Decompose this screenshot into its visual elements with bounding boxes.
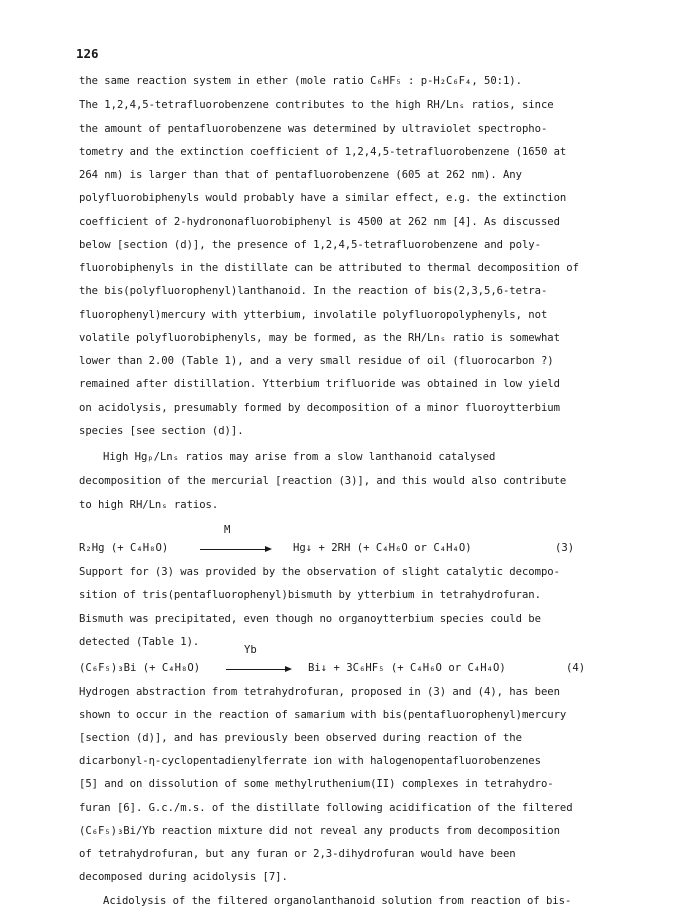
text-line: shown to occur in the reaction of samarium with bis(pentafluorophenyl)mercury (79, 709, 567, 721)
text-line: fluorophenyl)mercury with ytterbium, involatile polyfluoropolyphenyls, not (79, 309, 548, 321)
text-line: 264 nm) is larger than that of pentafluorobenzene (605 at 262 nm). Any (79, 169, 522, 181)
text-line: remained after distillation. Ytterbium trifluoride was obtained in low yield (79, 378, 560, 390)
text-line: High Hgₚ/Lnₛ ratios may arise from a slow lanthanoid catalysed (103, 451, 496, 463)
equation-products: Bi↓ + 3C₆HF₅ (+ C₄H₆O or C₄H₄O) (308, 662, 506, 674)
equation-products: Hg↓ + 2RH (+ C₄H₆O or C₄H₄O) (293, 542, 472, 554)
text-line: fluorobiphenyls in the distillate can be attributed to thermal decomposition of (79, 262, 579, 274)
reaction-arrow (200, 549, 270, 550)
text-line: [section (d)], and has previously been observed during reaction of the (79, 732, 522, 744)
text-line: Acidolysis of the filtered organolanthanoid solution from reaction of bis- (103, 895, 572, 907)
equation-catalyst: M (224, 524, 231, 536)
text-line: the same reaction system in ether (mole ratio C₆HF₅ : p-H₂C₆F₄, 50:1). (79, 75, 522, 87)
text-line: dicarbonyl-η-cyclopentadienylferrate ion with halogenopentafluorobenzenes (79, 755, 541, 767)
text-line: The 1,2,4,5-tetrafluorobenzene contributes to the high RH/Lnₛ ratios, since (79, 99, 554, 111)
text-line: volatile polyfluorobiphenyls, may be formed, as the RH/Lnₛ ratio is somewhat (79, 332, 560, 344)
text-line: below [section (d)], the presence of 1,2,4,5-tetrafluorobenzene and poly- (79, 239, 541, 251)
text-line: furan [6]. G.c./m.s. of the distillate following acidification of the filtered (79, 802, 573, 814)
text-line: decomposition of the mercurial [reaction (3)], and this would also contribute (79, 475, 567, 487)
text-line: to high RH/Lnₛ ratios. (79, 499, 219, 511)
text-line: tometry and the extinction coefficient of 1,2,4,5-tetrafluorobenzene (1650 at (79, 146, 567, 158)
equation-number: (3) (555, 542, 575, 554)
equation-catalyst: Yb (244, 644, 257, 656)
text-line: the amount of pentafluorobenzene was determined by ultraviolet spectropho- (79, 123, 548, 135)
text-line: polyfluorobiphenyls would probably have a similar effect, e.g. the extinction (79, 192, 567, 204)
text-line: lower than 2.00 (Table 1), and a very small residue of oil (fluorocarbon ?) (79, 355, 554, 367)
equation-reactants: R₂Hg (+ C₄H₈O) (79, 542, 169, 554)
equation-number: (4) (566, 662, 586, 674)
text-line: of tetrahydrofuran, but any furan or 2,3-dihydrofuran would have been (79, 848, 516, 860)
text-line: Hydrogen abstraction from tetrahydrofuran, proposed in (3) and (4), has been (79, 686, 560, 698)
text-line: decomposed during acidolysis [7]. (79, 871, 288, 883)
text-line: (C₆F₅)₃Bi/Yb reaction mixture did not reveal any products from decomposition (79, 825, 560, 837)
text-line: species [see section (d)]. (79, 425, 244, 437)
text-line: sition of tris(pentafluorophenyl)bismuth by ytterbium in tetrahydrofuran. (79, 589, 541, 601)
text-line: Bismuth was precipitated, even though no organoytterbium species could be (79, 613, 541, 625)
text-line: the bis(polyfluorophenyl)lanthanoid. In the reaction of bis(2,3,5,6-tetra- (79, 285, 548, 297)
text-line: coefficient of 2-hydrononafluorobiphenyl is 4500 at 262 nm [4]. As discussed (79, 216, 560, 228)
page-number: 126 (76, 46, 99, 61)
text-line: on acidolysis, presumably formed by decomposition of a minor fluoroytterbium (79, 402, 560, 414)
reaction-arrow (226, 669, 290, 670)
text-line: detected (Table 1). (79, 636, 200, 648)
text-line: [5] and on dissolution of some methylruthenium(II) complexes in tetrahydro- (79, 778, 554, 790)
text-line: Support for (3) was provided by the observation of slight catalytic decompo- (79, 566, 560, 578)
equation-reactants: (C₆F₅)₃Bi (+ C₄H₈O) (79, 662, 201, 674)
